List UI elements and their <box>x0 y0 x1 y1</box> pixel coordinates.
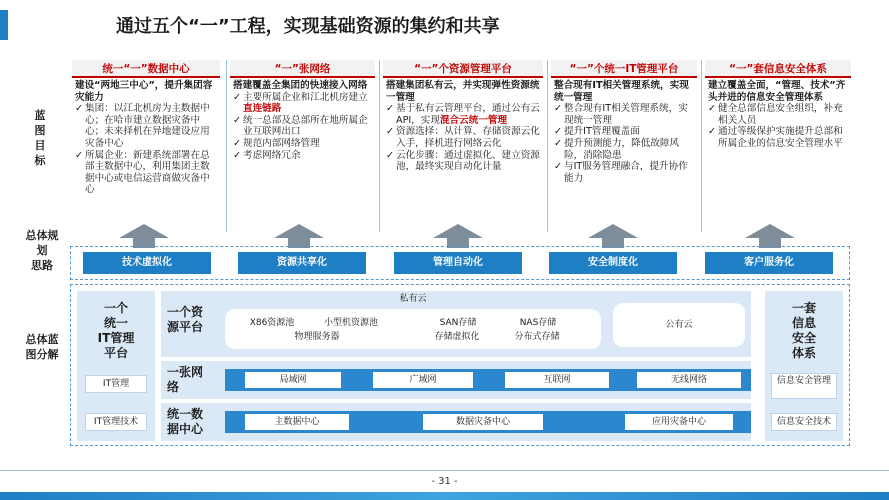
physical-servers: 物理服务器 <box>294 332 340 342</box>
private-cloud-box <box>225 309 601 349</box>
side-label-principles: 总体规 划 思路 <box>25 229 59 272</box>
blueprint-body <box>230 78 375 161</box>
principle-security-institutionalization: 安全制度化 <box>549 252 677 274</box>
item-text-part: 基于私有云管理平台，通过公有云API，实现 <box>396 103 540 126</box>
nas-storage: NAS存储 <box>519 318 557 328</box>
main-data-center: 主数据中心 <box>245 414 349 430</box>
check-icon: ✓ <box>386 149 395 161</box>
item-text-part: 统一总部及总部所在地所属企业互联网出口 <box>243 114 368 138</box>
item-text-part: 主要所属企业和江北机房建立 <box>243 91 368 103</box>
check-icon: ✓ <box>554 126 563 138</box>
footer-divider <box>0 470 889 471</box>
principles-row <box>70 246 850 280</box>
item-text-part: 通过等级保护实施提升总部和所属企业的信息安全管理水平 <box>718 126 843 149</box>
highlighted-text: 混合云统一管理 <box>439 114 508 126</box>
check-icon: ✓ <box>554 103 563 115</box>
minicomputer-pool: 小型机资源池 <box>323 318 378 328</box>
blueprint-list-item <box>75 103 217 149</box>
blueprint-list-item <box>233 92 372 115</box>
blueprint-list-item <box>554 126 694 138</box>
blueprint-body <box>72 78 220 196</box>
item-text-part: 集团：以江北机房为主数据中心；在哈市建立数据灾备中心；未来择机在异地建设应用灾备中心 <box>85 103 210 149</box>
blueprint-decomposition <box>70 284 850 446</box>
blueprint-column-resource-platform <box>383 60 543 234</box>
blueprint-body <box>383 78 543 173</box>
resource-platform-panel <box>161 291 751 357</box>
data-disaster-recovery-center: 数据灾备中心 <box>423 414 543 430</box>
blueprint-list-item <box>233 138 372 150</box>
blueprint-list-item <box>386 103 540 126</box>
blueprint-summary: 整合现有IT相关管理系统，实现统一管理 <box>554 80 689 103</box>
item-text-part: 云化步骤：通过虚拟化、建立资源池，最终实现自动化计量 <box>396 149 540 173</box>
blueprint-column-it-platform <box>551 60 697 234</box>
top-bar <box>0 0 889 6</box>
x86-pool: X86资源池 <box>249 318 295 328</box>
up-arrow-icon <box>119 224 169 248</box>
blueprint-heading: 统一“一”数据中心 <box>72 60 220 78</box>
blueprint-body <box>705 78 851 150</box>
app-disaster-recovery-center: 应用灾备中心 <box>625 414 733 430</box>
item-text-part: 资源选择：从计算、存储资源云化入手，择机进行网络云化 <box>396 126 540 149</box>
principle-tech-virtualization: 技术虚拟化 <box>83 252 211 274</box>
column-divider <box>701 60 702 232</box>
blueprint-item-text <box>564 103 694 126</box>
up-arrow-icon <box>433 224 483 248</box>
blueprint-list-item <box>708 103 848 126</box>
blueprint-heading: “一”张网络 <box>230 60 375 78</box>
check-icon: ✓ <box>554 161 563 173</box>
blueprint-item-text <box>718 126 848 149</box>
item-text-part: 整合现有IT相关管理系统，实现统一管理 <box>564 103 688 126</box>
blueprint-list-item <box>554 103 694 126</box>
private-cloud-label: 私有云 <box>399 294 427 304</box>
blueprint-summary: 建立覆盖全面，“管理、技术”齐头并进的信息安全管理体系 <box>708 80 846 103</box>
blueprint-item-text <box>243 150 372 162</box>
blueprint-list-item <box>708 126 848 149</box>
distributed-storage: 分布式存储 <box>514 332 560 342</box>
item-text-part: 规范内部网络管理 <box>243 137 320 149</box>
check-icon: ✓ <box>233 149 242 161</box>
up-arrow-icon <box>588 224 638 248</box>
it-management-tech-box: IT管理技术 <box>85 413 147 431</box>
data-center-title: 统一数 据中心 <box>167 407 204 436</box>
it-platform-title: 一个 统一 IT管理 平台 <box>97 301 135 360</box>
blueprint-item-text <box>243 115 372 138</box>
check-icon: ✓ <box>75 149 84 161</box>
blueprint-item-text <box>396 150 540 173</box>
blueprint-list-item <box>554 138 694 161</box>
blueprint-item-text <box>718 103 848 126</box>
blueprint-summary: 搭建覆盖全集团的快速接入网络 <box>233 80 368 91</box>
bottom-accent-bar <box>0 492 889 500</box>
check-icon: ✓ <box>708 126 717 138</box>
blueprint-list-item <box>233 150 372 162</box>
item-text-part: 提升预测能力，降低故障风险，消除隐患 <box>564 137 680 161</box>
check-icon: ✓ <box>554 137 563 149</box>
security-management-box: 信息安全管理 <box>771 373 837 399</box>
check-icon: ✓ <box>233 137 242 149</box>
blueprint-item-text <box>243 92 372 115</box>
page-title: 通过五个“一”工程，实现基础资源的集约和共享 <box>116 16 500 37</box>
blueprint-item-text <box>564 161 694 184</box>
blueprint-item-text <box>243 138 372 150</box>
up-arrow-icon <box>274 224 324 248</box>
item-text-part: 与IT服务管理融合，提升协作能力 <box>564 161 688 184</box>
up-arrow-icon <box>745 224 795 248</box>
item-text-part: 考虑网络冗余 <box>243 149 301 161</box>
public-cloud-label: 公有云 <box>665 320 693 330</box>
blueprint-column-data-center <box>72 60 220 234</box>
blueprint-item-text <box>396 103 540 126</box>
column-divider <box>226 60 227 232</box>
blueprint-column-security <box>705 60 851 234</box>
principle-management-automation: 管理自动化 <box>394 252 522 274</box>
highlighted-text: 直连链路 <box>243 103 282 115</box>
blueprint-list-item <box>386 150 540 173</box>
blueprint-column-network <box>230 60 375 234</box>
data-center-panel <box>161 403 751 441</box>
principle-resource-sharing: 资源共享化 <box>238 252 366 274</box>
it-platform-panel <box>77 291 155 441</box>
check-icon: ✓ <box>386 126 395 138</box>
storage-virtualization: 存储虚拟化 <box>434 332 480 342</box>
blueprint-item-text <box>564 126 694 138</box>
side-label-decomposition: 总体蓝 图分解 <box>25 333 59 361</box>
blueprint-item-text <box>564 138 694 161</box>
side-label-blueprint: 蓝 图 目 标 <box>34 109 46 167</box>
network-panel <box>161 361 751 399</box>
item-text-part: 健全总部信息安全组织，补充相关人员 <box>718 103 843 126</box>
check-icon: ✓ <box>386 103 395 115</box>
title-accent-bar <box>0 10 8 40</box>
blueprint-list-item <box>554 161 694 184</box>
security-tech-box: 信息安全技术 <box>771 413 837 431</box>
check-icon: ✓ <box>708 103 717 115</box>
blueprint-item-text <box>396 126 540 149</box>
san-storage: SAN存储 <box>439 318 477 328</box>
network-wan: 广域网 <box>373 372 473 388</box>
blueprint-summary: 建设“两地三中心”，提升集团容灾能力 <box>75 80 213 103</box>
blueprint-heading: “一”个统一IT管理平台 <box>551 60 697 78</box>
blueprint-heading: “一”个资源管理平台 <box>383 60 543 78</box>
blueprint-heading: “一”套信息安全体系 <box>705 60 851 78</box>
network-wireless: 无线网络 <box>637 372 741 388</box>
blueprint-summary: 搭建集团私有云，并实现弹性资源统一管理 <box>386 80 540 103</box>
network-lan: 局域网 <box>245 372 341 388</box>
resource-platform-title: 一个资 源平台 <box>167 305 204 334</box>
page-number: - 31 - <box>431 476 458 487</box>
blueprint-list-item <box>75 150 217 196</box>
column-divider <box>379 60 380 232</box>
check-icon: ✓ <box>233 114 242 126</box>
blueprint-item-text <box>85 150 217 196</box>
security-panel <box>765 291 843 441</box>
check-icon: ✓ <box>233 91 242 103</box>
it-management-box: IT管理 <box>85 375 147 393</box>
blueprint-item-text <box>85 103 217 149</box>
principle-customer-service: 客户服务化 <box>705 252 833 274</box>
security-title: 一套 信息 安全 体系 <box>791 301 816 360</box>
item-text-part: 提升IT管理覆盖面 <box>564 126 640 138</box>
blueprint-list-item <box>386 126 540 149</box>
blueprint-list-item <box>233 115 372 138</box>
column-divider <box>547 60 548 232</box>
network-title: 一张网 络 <box>167 365 204 394</box>
check-icon: ✓ <box>75 103 84 115</box>
network-internet: 互联网 <box>505 372 609 388</box>
blueprint-body <box>551 78 697 184</box>
item-text-part: 所属企业：新建系统部署在总部主数据中心，利用集团主数据中心或电信运营商做灾备中心 <box>85 149 210 196</box>
